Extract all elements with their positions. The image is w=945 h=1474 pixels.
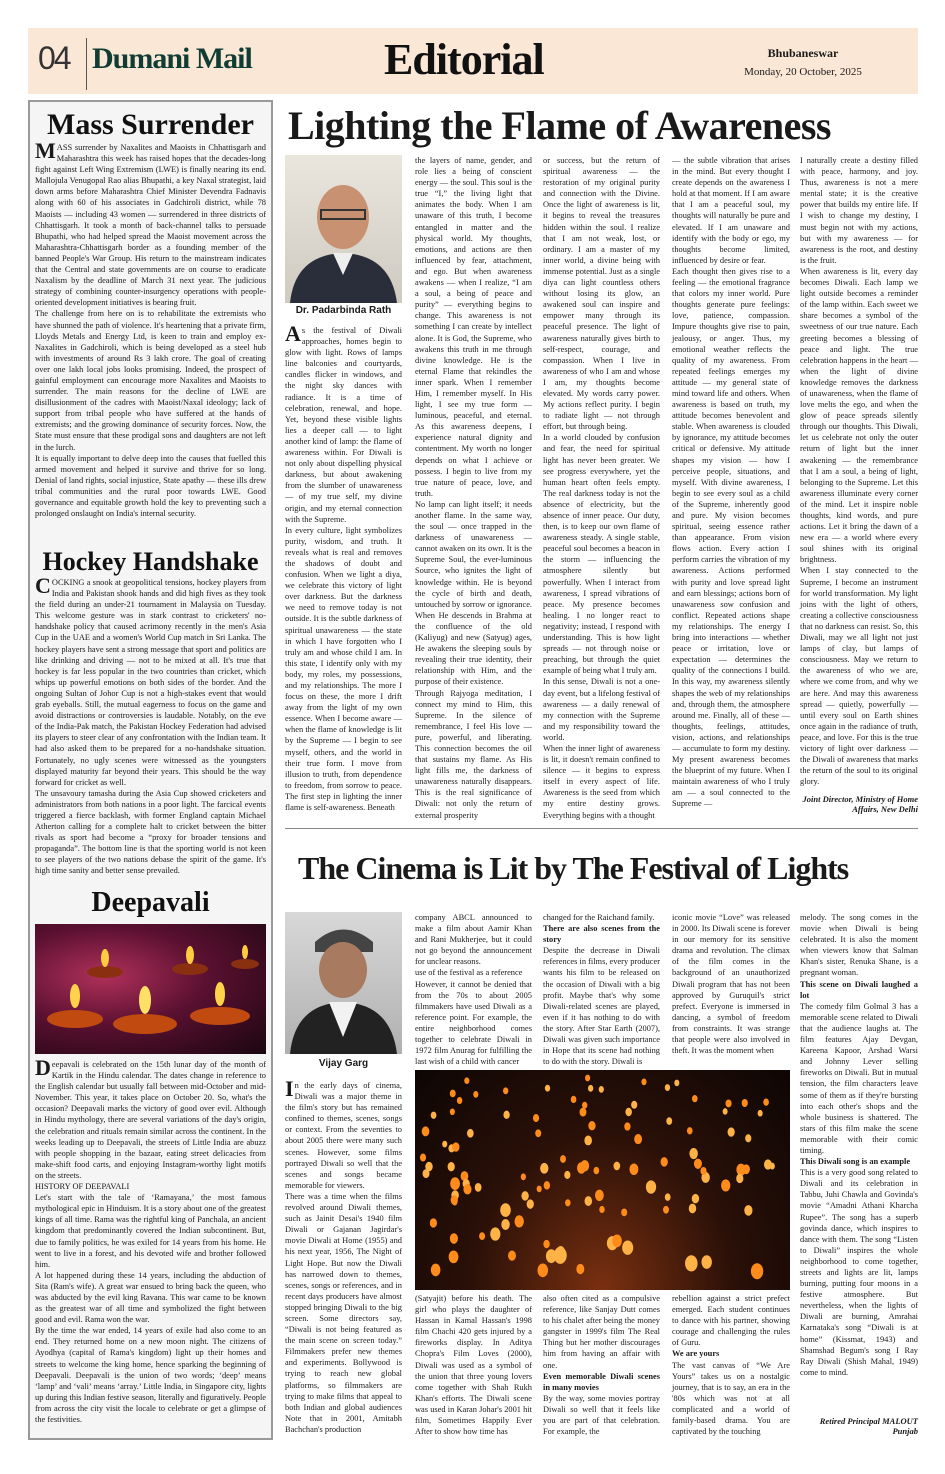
paragraph: — the subtle vibration that arises in the mind. But every thought I create depends on the awareness I hold at that moment. If I am aware that I am a peaceful soul, my thoughts will naturally be pure and elevated. If I am unaware and identify with the body or ego, my thoughts become limited, influenced by desire or fear. <box>672 156 790 265</box>
lantern <box>527 1199 534 1208</box>
lantern <box>742 1164 749 1174</box>
lantern <box>666 1117 672 1125</box>
lantern <box>431 1264 441 1277</box>
cinema-column-1 <box>285 1076 402 1435</box>
paragraph: In the early days of cinema, Diwali was a major theme in the film's story but has remained confined to themes, scenes, songs or context. From the seventies to about 2005 there were many such scenes. However, some films portrayed Diwali so well that the scenes and songs became memorable for viewers. <box>285 1076 402 1190</box>
lantern <box>584 1136 592 1146</box>
paragraph: Despite the decrease in Diwali references in films, every producer wants his film to be released on the occasion of Diwali with a big profit. Maybe that's why some Diwali-related scenes are played, even if it has nothing to do with the story. After Star Earth (2007), Diwali was given such importance in Hope that its scene had nothing to do with the story. Diwali is <box>543 946 660 1067</box>
lantern <box>694 1159 702 1169</box>
lantern <box>744 1205 752 1216</box>
subheading: This scene on Diwali laughed a lot <box>800 979 918 1000</box>
subheading: We are yours <box>672 1349 720 1359</box>
lantern <box>430 1218 437 1227</box>
lantern <box>540 1163 548 1174</box>
masthead-divider <box>86 38 87 90</box>
lantern <box>665 1084 670 1091</box>
lantern <box>467 1129 474 1138</box>
lantern <box>625 1108 632 1116</box>
paragraph: melody. The song comes in the movie when Diwali is being celebrated. It is also the moment when viewers know that Salman Khan's sister, Renuka Shane, is a pregnant woman. <box>800 913 918 978</box>
author-photo <box>285 155 402 303</box>
cinema-author-photo <box>285 912 402 1054</box>
main-article-column-3 <box>543 155 660 821</box>
cinema-column-5 <box>800 912 918 1378</box>
paragraph: The unsavoury tamasha during the Asia Cup showed cricketers and administrators from both nations in a poor light. The farcical events triggered a fierce backlash, with former England captain Michael Atherton calling for a complete halt to cricket between the bitter rivals as sport had become a “proxy for broader tensions and propaganda”. The bottom line is that the sporting world is not keen to see players of the two nations debase the spirit of the game. It's high time sanity and better sense prevailed. <box>35 788 266 876</box>
paragraph: company ABCL announced to make a film about Aamir Khan and Rani Mukherjee, but it could not go beyond the announcement for unclear reasons. <box>415 913 532 967</box>
lantern <box>448 1162 455 1171</box>
lantern <box>565 1199 571 1206</box>
paragraph: The challenge from here on is to rehabilitate the extremists who have shunned the path of violence. It's heartening that a private firm, Lloyds Metals and Energy Ltd, is keen to train and employ ex-Naxalites in Gadchiroli, which is being developed as a steel hub with investments of around Rs 3 lakh crore. The goal of creating over one lakh local jobs looks promising. Indeed, the prospect of gainful employment can encourage more Naxalites and Maoists to surrender. The main reasons for the decline of LWE are disillusionment of the cadres with Maoist/Naxal ideology; lack of support from tribal people who have suffered at the hands of extremists; and the growing dominance of security forces. Now, the State must ensure that these prodigal sons and daughters are not left in the lurch. <box>35 309 266 452</box>
lantern <box>463 1184 471 1194</box>
paragraph: COCKING a snook at geopolitical tensions, hockey players from India and Pakistan shook hands and did high fives as they took the field during an under-21 tournament in Malaysia on Tuesday. This welcome gesture was in stark contrast to cricketers' no-handshake policy that caused acrimony recently in the men's Asia Cup in the UAE and a women's World Cup match in Sri Lanka. The hockey players have sent a strong message that sport and politics are like drinking and driving — not to be mixed at all. It's true that hockey is far less popular in the two countries than cricket, which whips up powerful emotions on both sides of the border. And the ongoing Sultan of Johor Cup is not a high-stakes event that would grab eyeballs. Still, the mutual eagerness to focus on the game and avoid distractions or controversies is laudable. Notably, on the eve of the India-Pak match, the Pakistan Hockey Federation had advised its players to steer clear of any confrontation with the Indian team. It had also asked them to be prepared for a no-handshake situation. Fortunately, no ugly scenes were witnessed as the youngsters displayed maturity far beyond their years. This should be the way forward for cricket as well. <box>35 573 266 787</box>
paragraph: rebellion against a strict prefect emerged. Each student continues to dance with his partner, showing courage and challenging the rules of Guru. <box>672 1294 790 1348</box>
mass-surrender-body <box>35 138 266 519</box>
lantern <box>634 1134 642 1144</box>
paragraph: In a world clouded by confusion and fear, the need for spiritual light has never been greater. We see progress everywhere, yet the human heart often feels empty. The real darkness today is not the absence of electricity, but the absence of inner peace. Our duty, then, is to keep our own flame of awareness steady. A single stable, peaceful soul becomes a beacon in the storm — influencing the atmosphere silently but powerfully. When I interact from awareness, I spread vibrations of peace. My presence becomes healing. I no longer react to negativity; instead, I respond with understanding. This is how light spreads — not through noise or preaching, but through the quiet example of being what I truly am. <box>543 433 660 676</box>
lantern <box>700 1167 706 1175</box>
edition-city: Bhubaneswar <box>767 46 839 60</box>
lantern <box>764 1159 772 1169</box>
section-divider <box>285 828 918 829</box>
lantern <box>580 1108 587 1117</box>
lantern <box>585 1196 593 1206</box>
lantern <box>538 1263 549 1277</box>
newspaper-name: Dumani Mail <box>92 42 252 75</box>
paragraph: In this sense, Diwali is not a one-day event, but a lifelong festival of awareness — a daily renewal of my connection with the Supreme and my responsibility toward the world. <box>543 677 660 742</box>
deepavali-body <box>35 1055 266 1425</box>
subheading: This Diwali song is an example <box>800 1157 911 1167</box>
lantern <box>450 1108 455 1115</box>
lantern <box>508 1251 516 1261</box>
lantern <box>685 1255 698 1271</box>
lantern <box>544 1181 550 1189</box>
paragraph: Each thought then gives rise to a feeling — the emotional fragrance that colors my inner world. Pure thoughts generate pure feelings: love, patience, compassion. Impure thoughts give rise to pain, jealousy, or anger. Thus, my emotional weather reflects the quality of my awareness. From repeated feelings emerges my attitude — my general state of mind toward life and others. When awareness is based on truth, my attitude becomes benevolent and stable. When awareness is clouded by ignorance, my attitude becomes critical or defensive. My attitude shapes my vision — how I perceive people, situations, and myself. With divine awareness, I begin to see every soul as a child of the Supreme, inherently good and pure. My vision becomes spiritual, seeing essence rather than appearance. From vision flows action. Every action I perform carries the vibration of my awareness. Actions performed with purity and love spread light and earn blessings; actions born of unawareness sow confusion and conflict. Repeated actions shape my relationships. The energy I bring into interactions — whether peace or irritation, love or expectation — determines the quality of the connections I build. In this way, my awareness silently shapes the web of my relationships and, through them, the atmosphere around me. Finally, all of these — thoughts, feelings, attitudes, vision, actions, and relationships — accumulate to form my destiny. My present awareness becomes the blueprint of my future. When I maintain awareness of who I truly am — a soul connected to the Supreme — <box>672 266 790 809</box>
lantern <box>577 1162 586 1174</box>
lantern <box>612 1235 622 1248</box>
lantern <box>745 1134 751 1142</box>
hockey-handshake-headline: Hockey Handshake <box>42 547 259 576</box>
paragraph: also often cited as a compulsive reference, like Sanjay Dutt comes to his chalet after being the money gangster in 1999's film The Real Thing but her mother discourages him from having an affair with one. <box>543 1294 660 1370</box>
lantern <box>420 1154 426 1162</box>
diya-lamps-illustration <box>35 924 266 1054</box>
subheading: Even memorable Diwali scenes in many movies <box>543 1371 660 1392</box>
lantern <box>501 1219 509 1230</box>
cinema-article-headline: The Cinema is Lit by The Festival of Lights <box>298 850 849 886</box>
lantern <box>576 1264 584 1274</box>
lantern <box>452 1198 458 1205</box>
lantern <box>473 1091 478 1098</box>
lanterns-illustration <box>415 1070 790 1290</box>
paragraph: HISTORY OF DEEPAVALI <box>35 1182 130 1192</box>
edition-date: Monday, 20 October, 2025 <box>744 66 862 78</box>
cinema-column-2-bottom <box>415 1293 532 1437</box>
main-article-column-4 <box>672 155 790 810</box>
lantern <box>631 1101 637 1109</box>
cinema-column-3-top <box>543 912 660 1067</box>
cinema-author-designation: Retired Principal MALOUT Punjab <box>819 1416 918 1436</box>
lantern <box>546 1249 557 1263</box>
cinema-column-3-bottom <box>543 1293 660 1437</box>
cinema-column-4-bottom <box>672 1293 790 1437</box>
lantern <box>425 1162 432 1172</box>
sky-lanterns-photo <box>415 1070 790 1290</box>
lantern <box>503 1111 509 1119</box>
lantern <box>464 1077 469 1084</box>
lantern <box>571 1096 577 1103</box>
lantern <box>624 1122 630 1130</box>
lantern <box>450 1177 460 1190</box>
lantern <box>742 1099 748 1107</box>
lantern <box>422 1126 430 1136</box>
subheading: There are also scenes from the story <box>543 924 660 945</box>
masthead <box>28 28 918 94</box>
paragraph: (Satyajit) before his death. The girl who plays the daughter of Hassan in Kamal Hassan's 1998 film Chachi 420 gets injured by a fireworks display. In Aditya Chopra's Film Loves (2000), Diwali was used as a symbol of the union that three young lovers come together with Shah Rukh Khan's efforts. The Diwali scene was used in Karan Johar's 2001 hit film, Sometimes Happily Ever After to show how time has <box>415 1294 532 1437</box>
lantern <box>725 1099 731 1107</box>
paragraph: Through Rajyoga meditation, I connect my mind to Him, this Supreme. In the silence of remembrance, I feel His love — pure, powerful, and liberating. This connection becomes the oil that sustains my flame. As His light fills me, the darkness of unawareness naturally disappears. This is the real significance of Diwali: not only the return of external prosperity <box>415 688 532 820</box>
main-article-headline: Lighting the Flame of Awareness <box>288 103 831 148</box>
lantern <box>614 1162 621 1171</box>
paragraph: However, it cannot be denied that from the 70s to about 2005 filmmakers have used Diwali as a reference point. For example, the entire neighborhood comes together to celebrate Diwali in 1972 film Anurag for fulfilling the last wish of a child with cancer <box>415 979 532 1067</box>
page-number: 04 <box>38 40 70 76</box>
lantern <box>599 1206 604 1213</box>
lantern <box>585 1075 590 1082</box>
paragraph: When I stay connected to the Supreme, I become an instrument for world transformation. My light joins with the light of others, creating a collective consciousness that no darkness can resist. So, this Diwali, may we all light not just lamps of clay, but lamps of consciousness. May we return to the awareness of who we are, where we come from, and why we are here. And may this awareness spread — quietly, powerfully — until every soul on Earth shines once again in the radiance of truth, peace, and love. For this is the true victory of light over darkness — the Diwali of awareness that marks the return of the soul to its original glory. <box>800 566 918 787</box>
lantern <box>588 1121 595 1130</box>
lantern <box>593 1167 599 1174</box>
paragraph: It is equally important to delve deep into the causes that fuelled this armed movement and helped it survive and thrive for so long. Denial of land rights, social injustice, State apathy — these ills drew tribal communities and the rural poor towards LWE. Good governance and equitable growth hold the key to preventing such a prolonged onslaught on India's internal security. <box>35 453 266 519</box>
lantern <box>701 1255 711 1269</box>
lantern <box>588 1085 593 1092</box>
lantern <box>689 1204 696 1214</box>
lantern <box>582 1102 587 1109</box>
lantern <box>490 1227 500 1240</box>
lantern <box>661 1157 668 1166</box>
lantern <box>751 1263 763 1279</box>
mass-surrender-headline: Mass Surrender <box>47 108 254 141</box>
lantern <box>537 1186 542 1193</box>
deepavali-headline: Deepavali <box>91 887 210 918</box>
lantern <box>533 1114 539 1122</box>
lantern <box>521 1191 528 1201</box>
lantern <box>545 1085 550 1092</box>
lantern <box>450 1233 458 1244</box>
paragraph: Deepavali is celebrated on the 15th lunar day of the month of Kartik in the Hindu calendar. The dates change in reference to the English calendar but usually fall between mid-October and mid-November. This year, it takes place on October 20. So, what's the occasion? Deepavali marks the victory of good over evil. Although in Hindu mythology, there are several variations of the day's origin, the celebration and rituals remain similar across the continent. In the weeks leading up to Deepavali, the streets of Little India are abuzz with people shopping in the bazaar, eating street delicacies from make-shift food carts, and enjoying Instagram-worthy light motifs on the streets. <box>35 1055 266 1180</box>
lantern <box>431 1112 437 1119</box>
lantern <box>621 1208 627 1216</box>
lantern <box>457 1097 462 1104</box>
lantern <box>646 1180 656 1193</box>
main-article-column-2 <box>415 155 532 821</box>
author-caption: Dr. Padarbinda Rath <box>295 305 392 316</box>
paragraph: I naturally create a destiny filled with peace, harmony, and joy. Thus, awareness is not a mere mental state; it is the creative power that builds my entire life. If I wish to change my destiny, I must begin not with my actions, but with my awareness — for awareness is the root, and destiny is the fruit. <box>800 156 918 265</box>
lantern <box>665 1193 671 1201</box>
paragraph: the layers of name, gender, and role lies a being of conscient energy — the soul. This soul is the true “I,” the living light that animates the body. When I am unaware of this truth, I become entangled in matter and the physical world. My thoughts, emotions, and actions are then influenced by fear, attachment, and ego. But when awareness awakens — when I realize, “I am a soul, a being of peace and purity” — everything begins to change. This awareness is not something I can create by intellect alone. It is God, the Supreme, who awakens this truth in me through divine knowledge. He is the eternal Flame that rekindles the inner spark. When I remember Him, I remember myself. In His light, I see my true form — luminous, peaceful, and eternal. As this awareness deepens, I experience natural dignity and contentment. My worth no longer depends on what I achieve or possess. I begin to live from my true nature of peace, love, and truth. <box>415 156 532 498</box>
lantern <box>721 1179 730 1191</box>
lantern <box>500 1203 511 1217</box>
lantern <box>641 1078 646 1085</box>
paragraph: use of the festival as a reference <box>415 968 523 978</box>
diwali-lamps-photo <box>35 924 266 1054</box>
paragraph: No lamp can light itself; it needs another flame. In the same way, the soul — once trapped in the darkness of unawareness — cannot awaken on its own. It is the Supreme Soul, the ever-luminous Source, who ignites the light of knowledge within. He is beyond the cycle of birth and death, untouched by sorrow or ignorance. When He descends in Brahma at the confluence of the old (Kaliyug) and new (Satyug) ages, He awakens the sleeping souls by revealing their true identity, their relationship with Him, and the purpose of their existence. <box>415 499 532 687</box>
lantern <box>736 1174 743 1183</box>
paragraph: Let's start with the tale of ‘Ramayana,’ the most famous mythological epic in Hinduism. It is a story about one of the greatest kings of all time. Rama was the rightful king of Panchala, an ancient kingdom that predominantly covered the Indian subcontinent. But, due to family politics, he was exiled for 14 years from his home. He went to live in a forest, and his devoted wife and brother followed him. <box>35 1193 266 1269</box>
lantern <box>503 1087 508 1094</box>
lantern <box>564 1171 570 1179</box>
paragraph: By the time the war ended, 14 years of exile had also come to an end. They returned home on a new moon night. The citizens of Ayodhya (capital of Rama's kingdom) light up their homes and streets to welcome the king home, hence sparking the beginning of Deepavali. Deepavali is the union of two words; ‘deep’ means ‘lamp’ and ‘vali’ means ‘array.’ Little India, in Singapore city, lights up during this Indian festive season, literally and figuratively. People from across the city visit the locale to celebrate or get a glimpse of the festivities. <box>35 1326 266 1424</box>
lantern <box>442 1141 447 1148</box>
lantern <box>452 1142 459 1151</box>
paragraph: When the inner light of awareness is lit, it doesn't remain confined to silence — it begins to express itself in every aspect of life. Awareness is the seed from which my entire destiny grows. Everything begins with a thought <box>543 743 660 820</box>
lantern <box>521 1173 526 1180</box>
lantern <box>599 1086 604 1093</box>
paragraph: MASS surrender by Naxalites and Maoists in Chhattisgarh and Maharashtra this week has raised hopes that the decades-long fight against Left Wing Extremism (LWE) is finally nearing its end. Mallojula Venugopal Rao alias Bhupathi, a key Naxal strategist, laid down arms before Maharashtra Chief Minister Devendra Fadnavis along with 60 of his associates in Gadchiroli district, while 78 Maoists — including 43 women — surrendered in three districts of Chhattisgarh. It took a month of back-channel talks to persuade Bhupathi, who had helped spread the Maoist movement across the Maharashtra-Chhattisgarh border as a founding member of the banned People's War Group. His return to the mainstream indicates that the Central and state governments are on course to eradicate Naxalism by the deadline of March 31 next year. The judicious strategy of combining counter-insurgency operations with people-oriented development initiatives is bearing fruit. <box>35 138 266 308</box>
paragraph: When awareness is lit, every day becomes Diwali. Each lamp we light outside becomes a reminder of the lamp within. Each sweet we share becomes a symbol of the sweetness of our true nature. Each greeting becomes a blessing of peace and light. The true celebration happens in the heart — when the light of divine knowledge removes the darkness of unawareness, when the flame of love melts the ego, and when the glow of peace spreads silently through our thoughts. This Diwali, let us celebrate not only the outer return of light but the inner awakening — the remembrance that I am a soul, a being of light, belonging to the Supreme. Let this awareness illuminate every corner of the mind. Let it inspire noble thoughts, kind words, and pure actions. Let it bring the dawn of a new era — a world where every soul shines with its original brightness. <box>800 266 918 565</box>
cinema-column-2-top <box>415 912 532 1067</box>
lantern <box>449 1250 459 1263</box>
lantern <box>543 1240 549 1248</box>
paragraph: By the way, some movies portray Diwali so well that it feels like you are part of that celebration. For example, the <box>543 1393 660 1437</box>
lantern <box>692 1095 698 1102</box>
lantern <box>556 1246 564 1257</box>
paragraph: A lot happened during these 14 years, including the abduction of Sita (Ram's wife). A great war ensued to bring back the queen, who was abducted by the evil king Ravana. This war came to be known as the greatest war of all time and symbolized the fight between good and evil. Rama won the war. <box>35 1270 266 1325</box>
cinema-author-caption: Vijay Garg <box>318 1058 369 1069</box>
lantern <box>514 1215 523 1227</box>
lantern <box>687 1127 693 1134</box>
cinema-column-4-top <box>672 912 790 1056</box>
lantern <box>758 1110 763 1117</box>
paragraph: In every culture, light symbolizes purity, wisdom, and truth. It reveals what is real and removes the shadows of doubt and confusion. When we light a diya, we celebrate this victory of light over darkness. But the darkness we need to remove today is not outside. It is the subtle darkness of spiritual unawareness — the state in which I have forgotten who I truly am and whose child I am. In this state, I identify only with my body, my roles, my possessions, and my relationships. The more I focus on these, the more I drift away from the light of my own essence. When I become aware — when the flame of knowledge is lit by the Supreme — I begin to see myself, others, and the world in their true form. I move from illusion to truth, from dependence to freedom, from sorrow to peace. The first step in lighting the inner flame is self-awareness. Beneath <box>285 525 402 813</box>
section-title: Editorial <box>384 35 544 84</box>
lantern <box>622 1240 633 1254</box>
paragraph: iconic movie “Love” was released in 2000. Its Diwali scene is forever in our memory for its sensitive drama and revolution. The climax of the film comes in the background of an unauthorized Diwali program that has not been approved by Guruquil's strict prefect. Everyone is immersed in dancing, a symbol of freedom from constraints. It was strange that people were also involved in theft. It was the moment when <box>672 913 790 1056</box>
left-editorial-column <box>28 100 273 1440</box>
paragraph: As the festival of Diwali approaches, homes begin to glow with light. Rows of lamps line balconies and courtyards, candles flicker in windows, and the night sky dances with radiance. It is a time of celebration, renewal, and hope. Yet, beyond these visible lights lies a deeper call — to light another kind of lamp: the flame of awareness within. For Diwali is not only about dispelling physical darkness, but about awakening from the slumber of unawareness — of my true self, my divine origin, and my eternal connection with the Supreme. <box>285 321 402 524</box>
lantern <box>475 1183 482 1192</box>
lantern <box>763 1098 769 1105</box>
paragraph: This is a very good song related to Diwali and its celebration in Tabbu, Juhi Chawla and Govinda's movie “Amadni Athani Kharcha Rupee”. The song has a superb govinda dance, which inspires to dance with them. The song “Listen to Diwali” inspires the whole neighborhood to come together, streets and lights are lit, lamps burning, putting four moons in a festive atmosphere. But nevertheless, when the lights of Diwali are burning, Amrahai Karnataka's song “Diwali is at home” (Kissmat, 1943) and Shamshad Begum's song I Ray Ray Diwali (Shish Mahal, 1949) come to mind. <box>800 1168 918 1377</box>
paragraph: There was a time when the films revolved around Diwali themes, such as Jainit Desai's 1940 film Diwali or Gajanan Jagirdar's movie Diwali at Home (1955) and his next year, 1956, The Night of Light Hope. But now the Diwali has narrowed down to themes, scenes, songs or references, and in recent days producers have almost stopped bringing Diwali to the big screen. Some directors say, “Diwali is not being featured as the main scene on screen today.” Filmmakers prefer new themes and experiments. Bollywood is trying to reach new global platforms, so filmmakers are trying to make films that appeal to both Indian and global audiences Note that in 2001, Amitabh Bachchan's production <box>285 1191 402 1434</box>
lantern <box>689 1148 698 1159</box>
main-author-designation: Joint Director, Ministry of Home Affairs, New Delhi <box>802 794 918 814</box>
paragraph: The comedy film Golmal 3 has a memorable scene related to Diwali that the audience laughs at. The film features Ajay Devgan, Kareena Kapoor, Arshad Warsi and Johnny Lever selling fireworks on Diwali. But in mutual tension, the film characters leave some of them as if they're bursting into each other's shops and the whole business is shattered. The stars of this film make the scene memorable with their comic timing. <box>800 1001 918 1155</box>
paragraph: changed for the Raichand family. <box>543 913 655 922</box>
lantern <box>692 1194 699 1204</box>
lantern <box>663 1206 669 1214</box>
lantern <box>674 1080 679 1087</box>
lantern <box>728 1127 735 1136</box>
hockey-handshake-body <box>35 573 266 877</box>
paragraph: or success, but the return of spiritual awareness — the restoration of my original purity and connection with the Divine. Once the light of awareness is lit, it begins to reveal the treasures hidden within the soul. I realize that I am not weak, lost, or ordinary. I am a master of my inner world, a divine being with immense potential. Just as a single diya can light countless others without losing its glow, an awakened soul can inspire and empower many through its peaceful presence. The light of awareness naturally gives birth to self-respect, courage, and compassion. When I live in awareness of who I am and whose I am, my thoughts become elevated. My words carry power. My actions reflect purity. I begin to radiate light — not through effort, but through being. <box>543 156 660 432</box>
lantern <box>450 1090 456 1098</box>
lantern <box>479 1232 485 1240</box>
main-article-column-1 <box>285 321 402 813</box>
lantern <box>535 1129 541 1137</box>
paragraph: The vast canvas of “We Are Yours” takes us on a nostalgic journey, that is to say, an era in the '80s which was not at all complicated and a world of family-based drama. You are captivated by the touching <box>672 1360 790 1437</box>
lantern <box>723 1108 728 1115</box>
lantern <box>595 1190 604 1201</box>
lantern <box>629 1163 638 1175</box>
lantern <box>560 1155 566 1163</box>
main-article-column-5 <box>800 155 918 787</box>
